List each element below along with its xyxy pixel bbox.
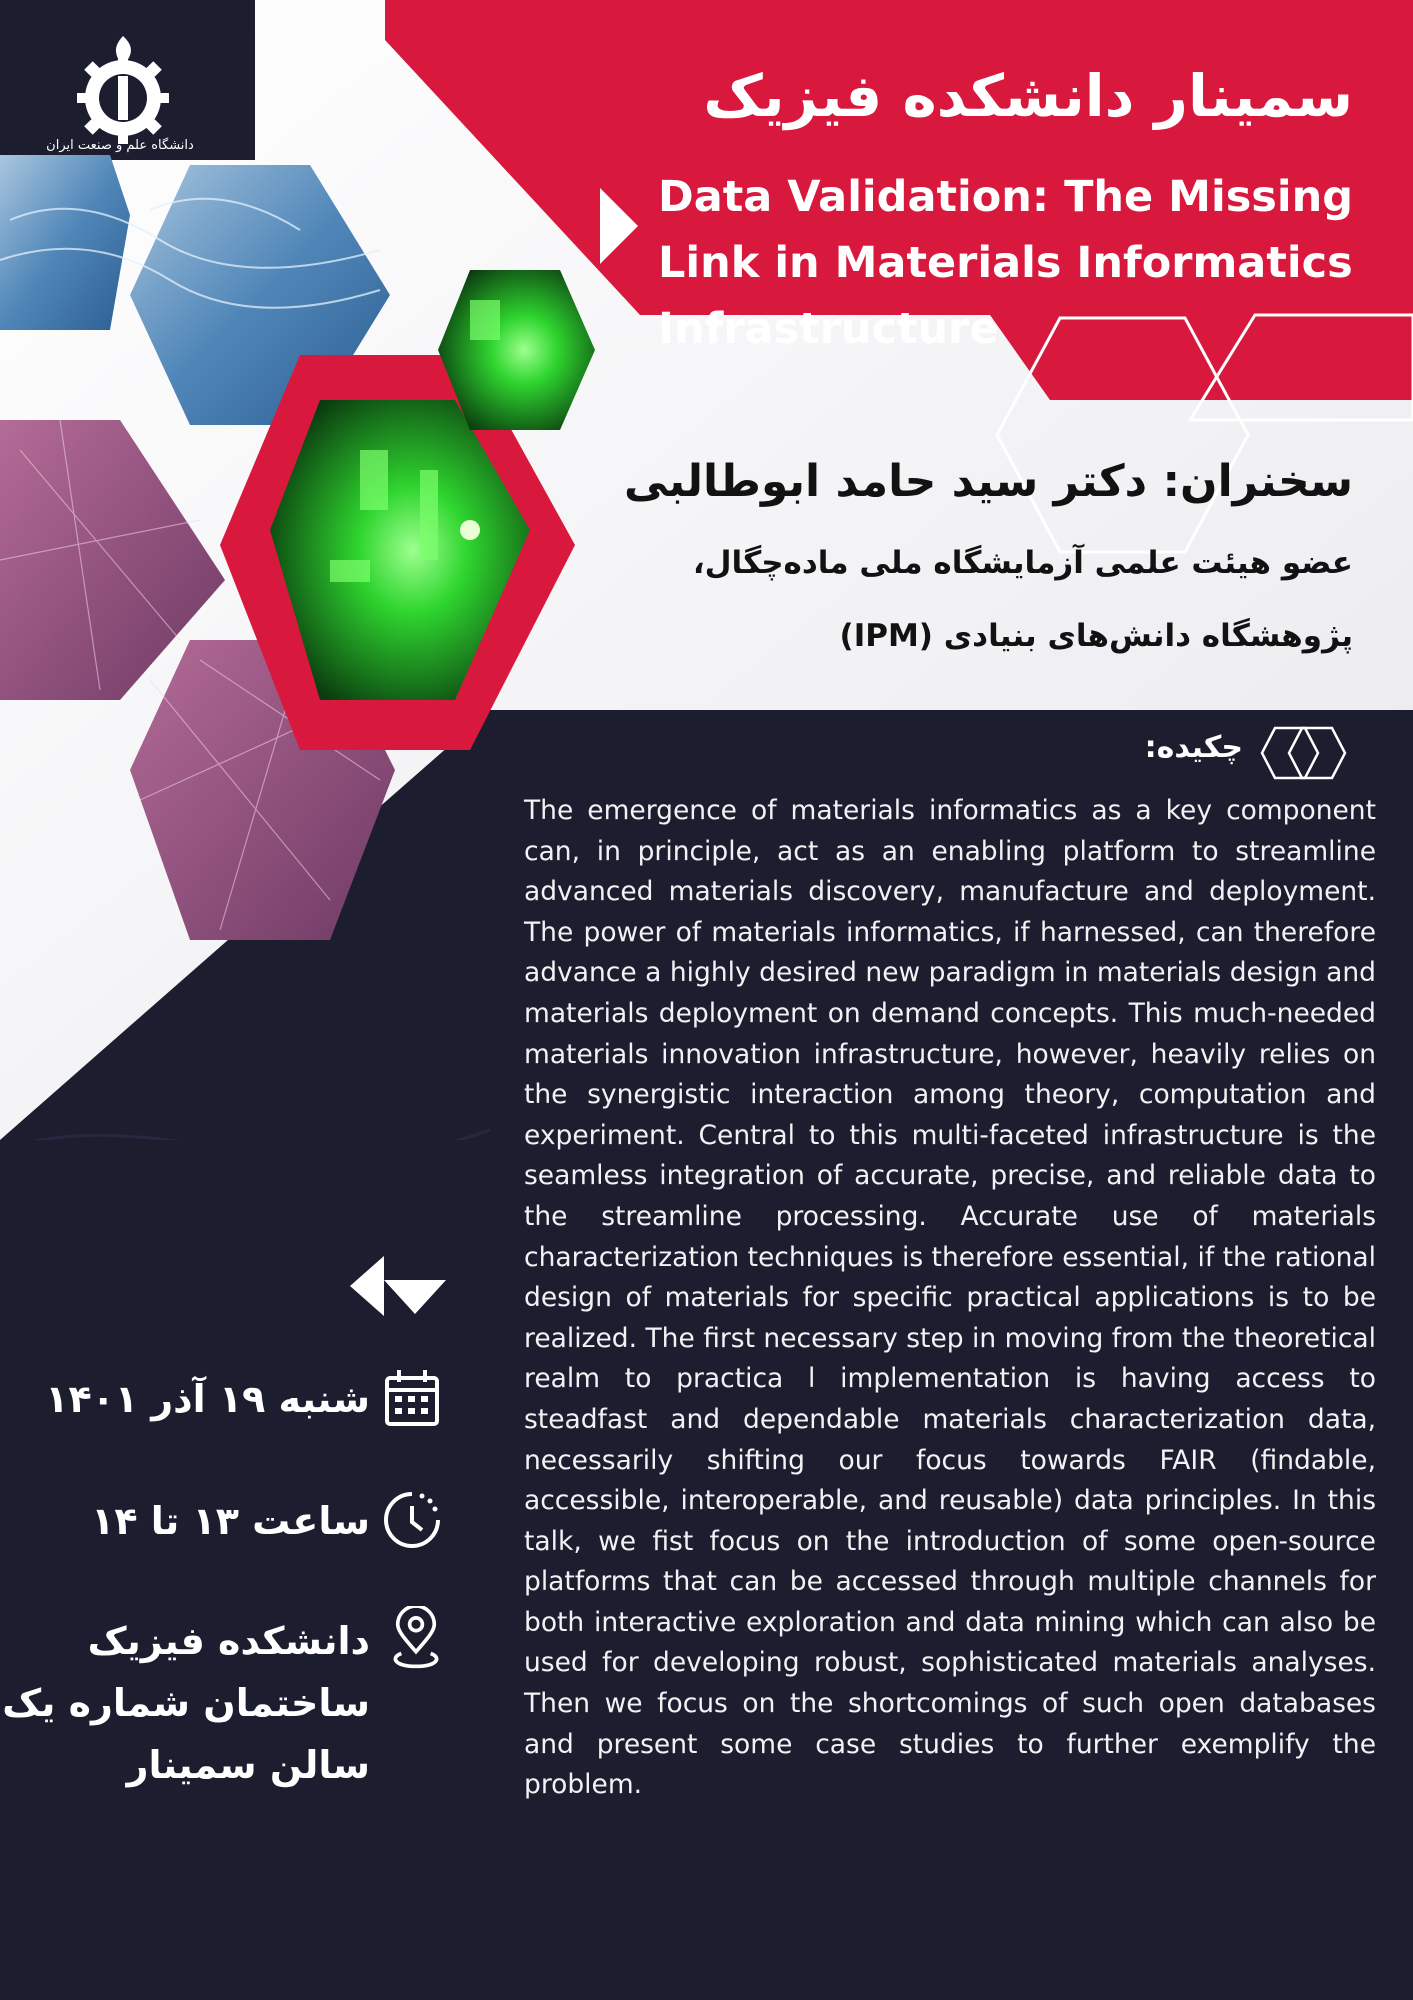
- double-hexagon-icon: [1260, 726, 1360, 780]
- talk-title-line: Infrastructure: [658, 304, 999, 354]
- university-logo: [48, 28, 198, 178]
- seminar-title: سمینار دانشکده فیزیک: [703, 62, 1353, 130]
- university-gear-torch-logo-icon: [48, 28, 198, 148]
- clock-icon: [382, 1488, 442, 1552]
- event-time: ساعت ۱۳ تا ۱۴: [91, 1499, 370, 1543]
- event-date: شنبه ۱۹ آذر ۱۴۰۱: [45, 1377, 370, 1421]
- logo-caption: دانشگاه علم و صنعت ایران: [46, 138, 194, 153]
- title-arrow-icon: [600, 188, 638, 264]
- map-pin-icon: [386, 1606, 446, 1670]
- calendar-icon: [382, 1366, 442, 1430]
- speaker-affiliation-1: عضو هیئت علمی آزمایشگاه ملی ماده‌چگال،: [692, 545, 1353, 581]
- event-location: [0, 1610, 370, 1796]
- talk-title-line: Data Validation: The Missing: [658, 172, 1354, 222]
- talk-title: [658, 164, 1378, 362]
- green-glow: [460, 520, 480, 540]
- talk-title-line: Link in Materials Informatics: [658, 238, 1353, 288]
- abstract-heading: چکیده:: [1144, 730, 1243, 765]
- arrow-pointer-icon: [350, 1256, 450, 1316]
- location-line: دانشکده فیزیک: [87, 1619, 370, 1663]
- abstract-text: The emergence of materials informatics as a key component can, in principle, act as an enabling platform to streamline advanced materials discovery, manufacture and deployment. The power of materials informatics, if harnessed, can therefore advance a highly desired new paradigm in materials design and materials deployment on demand concepts. This much-needed materials innovation infrastructure, however, heavily relies on the synergistic interaction among theory, computation and experiment. Central to this multi-faceted infrastructure is the seamless integration of accurate, precise, and reliable data to the streamline processing. Accurate use of materials characterization techniques is therefore essential, if the rational design of materials for specific practical applications is to be realized. The first necessary step in moving from the theoretical realm to practica l implementation is having access to steadfast and dependable materials characterization data, necessarily shifting our focus towards FAIR (findable, accessible, interoperable, and reusable) data principles. In this talk, we fist focus on the introduction of some open-source platforms that can be accessed through multiple channels for both interactive exploration and data mining which can also be used for developing robust, sophisticated materials analyses. Then we focus on the shortcomings of such open databases and present some case studies to further exemplify the problem.: [524, 795, 1376, 1801]
- location-line: ساختمان شماره یک: [2, 1681, 370, 1725]
- speaker-name: سخنران: دکتر سید حامد ابوطالبی: [623, 456, 1353, 507]
- speaker-affiliation-2: پژوهشگاه دانش‌های بنیادی (IPM): [839, 618, 1353, 654]
- location-line: سالن سمینار: [126, 1743, 370, 1787]
